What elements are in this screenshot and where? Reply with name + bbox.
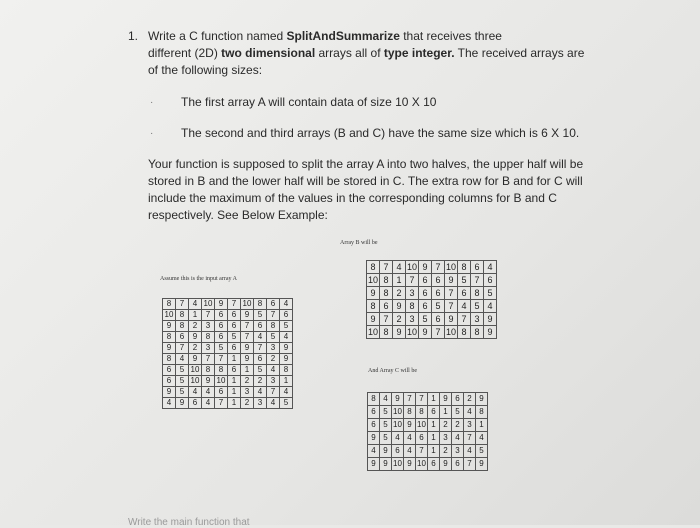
table-cell: 2 bbox=[440, 445, 452, 458]
bullet-icon: · bbox=[150, 128, 154, 139]
table-cell: 4 bbox=[404, 432, 416, 445]
table-cell: 4 bbox=[267, 365, 280, 376]
table-cell: 3 bbox=[471, 313, 484, 326]
table-cell: 5 bbox=[176, 376, 189, 387]
table-cell: 6 bbox=[458, 287, 471, 300]
table-cell: 10 bbox=[445, 327, 456, 337]
table-cell: 3 bbox=[267, 343, 280, 354]
table-row bbox=[163, 398, 293, 409]
table-row bbox=[368, 393, 488, 406]
paragraph-line-1: Your function is supposed to split the array A into two halves, the upper half will be bbox=[148, 157, 584, 171]
table-cell: 5 bbox=[471, 300, 484, 313]
intro-line-2: different (2D) two dimensional arrays all of type integer. The received arrays are bbox=[148, 46, 585, 60]
table-cell: 7 bbox=[241, 321, 254, 332]
table-cell: 5 bbox=[380, 432, 392, 445]
table-cell: 9 bbox=[393, 300, 406, 313]
table-cell: 3 bbox=[202, 343, 215, 354]
table-cell: 9 bbox=[163, 343, 176, 354]
table-cell: 9 bbox=[445, 274, 458, 287]
table-cell: 9 bbox=[280, 343, 293, 354]
table-cell: 9 bbox=[380, 458, 392, 471]
table-row bbox=[163, 299, 293, 310]
table-cell: 6 bbox=[215, 321, 228, 332]
table-cell: 7 bbox=[445, 300, 458, 313]
table-cell: 4 bbox=[380, 393, 392, 406]
paragraph-line-2: stored in B and the lower half will be stored in C. The extra row for B and for C will bbox=[148, 174, 583, 188]
table-row bbox=[368, 445, 488, 458]
table-cell: 8 bbox=[476, 406, 488, 419]
table-cell: 9 bbox=[404, 458, 416, 471]
table-cell: 4 bbox=[189, 299, 202, 310]
table-cell: 4 bbox=[368, 445, 380, 458]
table-cell: 4 bbox=[404, 445, 416, 458]
table-cell: 9 bbox=[176, 398, 189, 409]
table-cell: 8 bbox=[163, 354, 176, 365]
table-row bbox=[163, 387, 293, 398]
table-cell: 7 bbox=[267, 310, 280, 321]
table-cell: 5 bbox=[452, 406, 464, 419]
table-cell: 6 bbox=[392, 445, 404, 458]
table-cell: 6 bbox=[254, 321, 267, 332]
table-cell: 8 bbox=[202, 365, 215, 376]
table-cell: 1 bbox=[440, 406, 452, 419]
table-row bbox=[163, 376, 293, 387]
table-cell: 8 bbox=[368, 393, 380, 406]
table-cell: 8 bbox=[416, 406, 428, 419]
table-cell: 6 bbox=[228, 343, 241, 354]
table-row bbox=[367, 313, 497, 326]
table-cell: 9 bbox=[189, 332, 202, 343]
table-cell: 8 bbox=[163, 299, 176, 310]
table-cell: 7 bbox=[228, 299, 241, 310]
table-cell: 2 bbox=[464, 393, 476, 406]
table-cell: 7 bbox=[432, 326, 445, 339]
next-question-hint: Write the main function that bbox=[128, 517, 250, 528]
table-cell: 6 bbox=[432, 274, 445, 287]
table-cell: 7 bbox=[380, 261, 393, 274]
table-cell: 5 bbox=[176, 365, 189, 376]
table-cell: 9 bbox=[367, 313, 380, 326]
table-cell: 1 bbox=[280, 376, 293, 387]
table-cell: 10 bbox=[202, 299, 215, 310]
table-cell: 6 bbox=[215, 387, 228, 398]
table-cell: 6 bbox=[368, 419, 380, 432]
table-cell: 1 bbox=[476, 419, 488, 432]
table-row bbox=[367, 261, 497, 274]
array-b-table bbox=[366, 260, 497, 339]
array-c-table bbox=[367, 392, 488, 471]
table-cell: 8 bbox=[458, 261, 471, 274]
caption-array-a: Assume this is the input array A bbox=[160, 276, 237, 282]
table-cell: 8 bbox=[254, 299, 267, 310]
function-name: SplitAndSummarize bbox=[286, 29, 400, 43]
array-a-table bbox=[162, 298, 293, 409]
table-row bbox=[163, 310, 293, 321]
table-cell: 5 bbox=[432, 300, 445, 313]
table-cell: 7 bbox=[202, 310, 215, 321]
table-cell: 7 bbox=[202, 354, 215, 365]
table-cell: 4 bbox=[189, 387, 202, 398]
table-cell: 9 bbox=[392, 393, 404, 406]
table-row bbox=[367, 274, 497, 287]
intro-line-3: of the following sizes: bbox=[148, 63, 263, 77]
table-cell: 8 bbox=[267, 321, 280, 332]
table-cell: 9 bbox=[368, 458, 380, 471]
table-cell: 6 bbox=[215, 332, 228, 343]
bullet-array-a: The first array A will contain data of size 10 X 10 bbox=[181, 95, 437, 109]
table-cell: 9 bbox=[367, 287, 380, 300]
table-cell: 4 bbox=[254, 387, 267, 398]
table-cell: 8 bbox=[202, 332, 215, 343]
table-cell: 6 bbox=[419, 300, 432, 313]
caption-array-b: Array B will be bbox=[340, 240, 378, 246]
table-cell: 6 bbox=[452, 458, 464, 471]
table-cell: 7 bbox=[176, 299, 189, 310]
table-cell: 9 bbox=[189, 354, 202, 365]
table-cell: 10 bbox=[189, 365, 202, 376]
table-cell: 1 bbox=[428, 419, 440, 432]
table-cell: 5 bbox=[458, 274, 471, 287]
table-cell: 8 bbox=[380, 287, 393, 300]
table-cell: 7 bbox=[404, 393, 416, 406]
table-cell: 6 bbox=[368, 406, 380, 419]
table-row bbox=[368, 458, 488, 471]
table-cell: 9 bbox=[280, 354, 293, 365]
table-cell: 6 bbox=[228, 310, 241, 321]
table-cell: 7 bbox=[215, 398, 228, 409]
table-cell: 2 bbox=[393, 287, 406, 300]
table-cell: 4 bbox=[458, 300, 471, 313]
table-cell: 10 bbox=[392, 458, 404, 471]
table-cell: 4 bbox=[280, 387, 293, 398]
table-cell: 4 bbox=[280, 332, 293, 343]
table-cell: 10 bbox=[367, 327, 378, 337]
table-cell: 9 bbox=[419, 261, 432, 274]
table-cell: 9 bbox=[202, 376, 215, 387]
table-cell: 8 bbox=[280, 365, 293, 376]
table-cell: 3 bbox=[464, 419, 476, 432]
table-cell: 3 bbox=[440, 432, 452, 445]
table-cell: 9 bbox=[241, 354, 254, 365]
table-cell: 1 bbox=[228, 354, 241, 365]
table-cell: 9 bbox=[380, 445, 392, 458]
table-cell: 8 bbox=[163, 332, 176, 343]
table-cell: 2 bbox=[254, 376, 267, 387]
table-cell: 4 bbox=[484, 261, 497, 274]
table-row bbox=[163, 354, 293, 365]
table-cell: 8 bbox=[458, 326, 471, 339]
table-cell: 1 bbox=[428, 393, 440, 406]
bullet-icon: · bbox=[150, 97, 154, 108]
table-cell: 7 bbox=[416, 393, 428, 406]
table-cell: 10 bbox=[163, 310, 176, 321]
table-cell: 1 bbox=[393, 274, 406, 287]
table-cell: 8 bbox=[215, 365, 228, 376]
table-cell: 4 bbox=[280, 299, 293, 310]
table-cell: 5 bbox=[280, 398, 293, 409]
table-cell: 8 bbox=[380, 326, 393, 339]
table-cell: 9 bbox=[368, 432, 380, 445]
table-row bbox=[367, 326, 497, 339]
table-cell: 7 bbox=[471, 274, 484, 287]
table-cell: 9 bbox=[404, 419, 416, 432]
table-cell: 7 bbox=[445, 287, 458, 300]
table-cell: 4 bbox=[267, 398, 280, 409]
table-cell: 3 bbox=[202, 321, 215, 332]
caption-array-c: And Array C will be bbox=[368, 368, 417, 374]
table-cell: 3 bbox=[406, 287, 419, 300]
table-cell: 4 bbox=[254, 332, 267, 343]
table-cell: 10 bbox=[392, 419, 404, 432]
table-cell: 1 bbox=[241, 365, 254, 376]
table-cell: 6 bbox=[163, 365, 176, 376]
table-cell: 9 bbox=[393, 326, 406, 339]
table-cell: 2 bbox=[189, 343, 202, 354]
table-cell: 5 bbox=[267, 332, 280, 343]
table-cell: 2 bbox=[452, 419, 464, 432]
table-cell: 8 bbox=[367, 261, 380, 274]
table-cell: 6 bbox=[452, 393, 464, 406]
table-cell: 5 bbox=[476, 445, 488, 458]
table-cell: 6 bbox=[280, 310, 293, 321]
table-cell: 9 bbox=[476, 458, 488, 471]
table-cell: 4 bbox=[452, 432, 464, 445]
question-number: 1. bbox=[128, 29, 139, 43]
table-cell: 6 bbox=[380, 300, 393, 313]
table-cell: 1 bbox=[428, 432, 440, 445]
table-row bbox=[367, 300, 497, 313]
table-row bbox=[163, 321, 293, 332]
table-cell: 2 bbox=[393, 313, 406, 326]
table-cell: 3 bbox=[254, 398, 267, 409]
table-cell: 5 bbox=[280, 321, 293, 332]
table-cell: 5 bbox=[380, 406, 392, 419]
table-cell: 8 bbox=[367, 300, 380, 313]
table-cell: 6 bbox=[428, 406, 440, 419]
table-cell: 8 bbox=[471, 326, 484, 339]
table-cell: 9 bbox=[241, 310, 254, 321]
table-cell: 7 bbox=[458, 313, 471, 326]
table-cell: 1 bbox=[189, 310, 202, 321]
table-cell: 5 bbox=[228, 332, 241, 343]
table-cell: 5 bbox=[380, 419, 392, 432]
table-cell: 4 bbox=[484, 300, 497, 313]
table-cell: 7 bbox=[406, 274, 419, 287]
table-cell: 6 bbox=[484, 274, 497, 287]
table-row bbox=[163, 343, 293, 354]
table-cell: 6 bbox=[176, 332, 189, 343]
table-cell: 9 bbox=[484, 313, 497, 326]
bullet-arrays-b-c: The second and third arrays (B and C) have the same size which is 6 X 10. bbox=[181, 126, 580, 140]
table-cell: 9 bbox=[419, 326, 432, 339]
table-cell: 8 bbox=[404, 406, 416, 419]
table-cell: 7 bbox=[432, 261, 445, 274]
table-cell: 10 bbox=[189, 376, 202, 387]
table-cell: 10 bbox=[241, 299, 254, 310]
table-cell: 4 bbox=[202, 387, 215, 398]
table-cell: 6 bbox=[419, 274, 432, 287]
table-cell: 5 bbox=[419, 313, 432, 326]
table-cell: 6 bbox=[432, 287, 445, 300]
table-cell: 1 bbox=[228, 398, 241, 409]
table-cell: 5 bbox=[176, 387, 189, 398]
paragraph-line-3: include the maximum of the values in the corresponding columns for B and C bbox=[148, 191, 557, 205]
table-cell: 3 bbox=[406, 313, 419, 326]
table-cell: 6 bbox=[163, 376, 176, 387]
table-cell: 8 bbox=[176, 321, 189, 332]
table-cell: 10 bbox=[445, 262, 456, 272]
table-cell: 1 bbox=[228, 387, 241, 398]
table-row bbox=[367, 287, 497, 300]
table-cell: 10 bbox=[416, 419, 428, 432]
table-cell: 6 bbox=[228, 321, 241, 332]
table-cell: 9 bbox=[241, 343, 254, 354]
table-cell: 10 bbox=[392, 406, 404, 419]
table-cell: 8 bbox=[406, 300, 419, 313]
table-cell: 3 bbox=[241, 387, 254, 398]
table-cell: 6 bbox=[416, 432, 428, 445]
table-cell: 7 bbox=[241, 332, 254, 343]
table-cell: 7 bbox=[267, 387, 280, 398]
table-cell: 6 bbox=[267, 299, 280, 310]
table-cell: 3 bbox=[267, 376, 280, 387]
table-cell: 8 bbox=[471, 287, 484, 300]
table-cell: 2 bbox=[267, 354, 280, 365]
table-cell: 4 bbox=[464, 406, 476, 419]
table-cell: 6 bbox=[228, 365, 241, 376]
table-cell: 9 bbox=[440, 393, 452, 406]
table-cell: 3 bbox=[452, 445, 464, 458]
table-cell: 4 bbox=[202, 398, 215, 409]
table-cell: 7 bbox=[176, 343, 189, 354]
table-cell: 5 bbox=[254, 365, 267, 376]
table-cell: 9 bbox=[163, 387, 176, 398]
table-cell: 4 bbox=[476, 432, 488, 445]
paragraph-line-4: respectively. See Below Example: bbox=[148, 208, 328, 222]
table-cell: 10 bbox=[367, 275, 378, 285]
table-cell: 4 bbox=[464, 445, 476, 458]
table-cell: 9 bbox=[476, 393, 488, 406]
table-cell: 2 bbox=[189, 321, 202, 332]
table-cell: 9 bbox=[163, 321, 176, 332]
table-cell: 6 bbox=[254, 354, 267, 365]
table-cell: 7 bbox=[380, 313, 393, 326]
table-cell: 5 bbox=[215, 343, 228, 354]
table-cell: 5 bbox=[254, 310, 267, 321]
table-cell: 10 bbox=[406, 262, 417, 272]
table-cell: 4 bbox=[392, 432, 404, 445]
table-cell: 8 bbox=[380, 274, 393, 287]
table-cell: 7 bbox=[215, 354, 228, 365]
table-cell: 9 bbox=[440, 458, 452, 471]
table-cell: 4 bbox=[176, 354, 189, 365]
table-cell: 6 bbox=[189, 398, 202, 409]
table-cell: 10 bbox=[406, 327, 417, 337]
table-cell: 1 bbox=[228, 376, 241, 387]
table-cell: 2 bbox=[241, 398, 254, 409]
table-row bbox=[368, 419, 488, 432]
table-cell: 7 bbox=[416, 445, 428, 458]
table-cell: 7 bbox=[464, 458, 476, 471]
table-cell: 10 bbox=[215, 376, 228, 387]
table-row bbox=[163, 332, 293, 343]
table-cell: 10 bbox=[416, 458, 428, 471]
table-cell: 6 bbox=[471, 261, 484, 274]
table-row bbox=[368, 432, 488, 445]
table-cell: 6 bbox=[419, 287, 432, 300]
table-cell: 8 bbox=[176, 310, 189, 321]
table-cell: 4 bbox=[163, 398, 176, 409]
intro-line-1: Write a C function named SplitAndSummarize that receives three bbox=[148, 29, 502, 43]
table-cell: 2 bbox=[440, 419, 452, 432]
table-cell: 7 bbox=[254, 343, 267, 354]
table-row bbox=[163, 365, 293, 376]
table-cell: 9 bbox=[484, 326, 497, 339]
table-cell: 1 bbox=[428, 445, 440, 458]
table-cell: 6 bbox=[215, 310, 228, 321]
table-cell: 6 bbox=[432, 313, 445, 326]
table-cell: 7 bbox=[464, 432, 476, 445]
table-cell: 4 bbox=[393, 261, 406, 274]
table-cell: 6 bbox=[428, 458, 440, 471]
table-cell: 9 bbox=[445, 313, 458, 326]
table-cell: 2 bbox=[241, 376, 254, 387]
table-cell: 5 bbox=[484, 287, 497, 300]
table-cell: 9 bbox=[215, 299, 228, 310]
table-row bbox=[368, 406, 488, 419]
